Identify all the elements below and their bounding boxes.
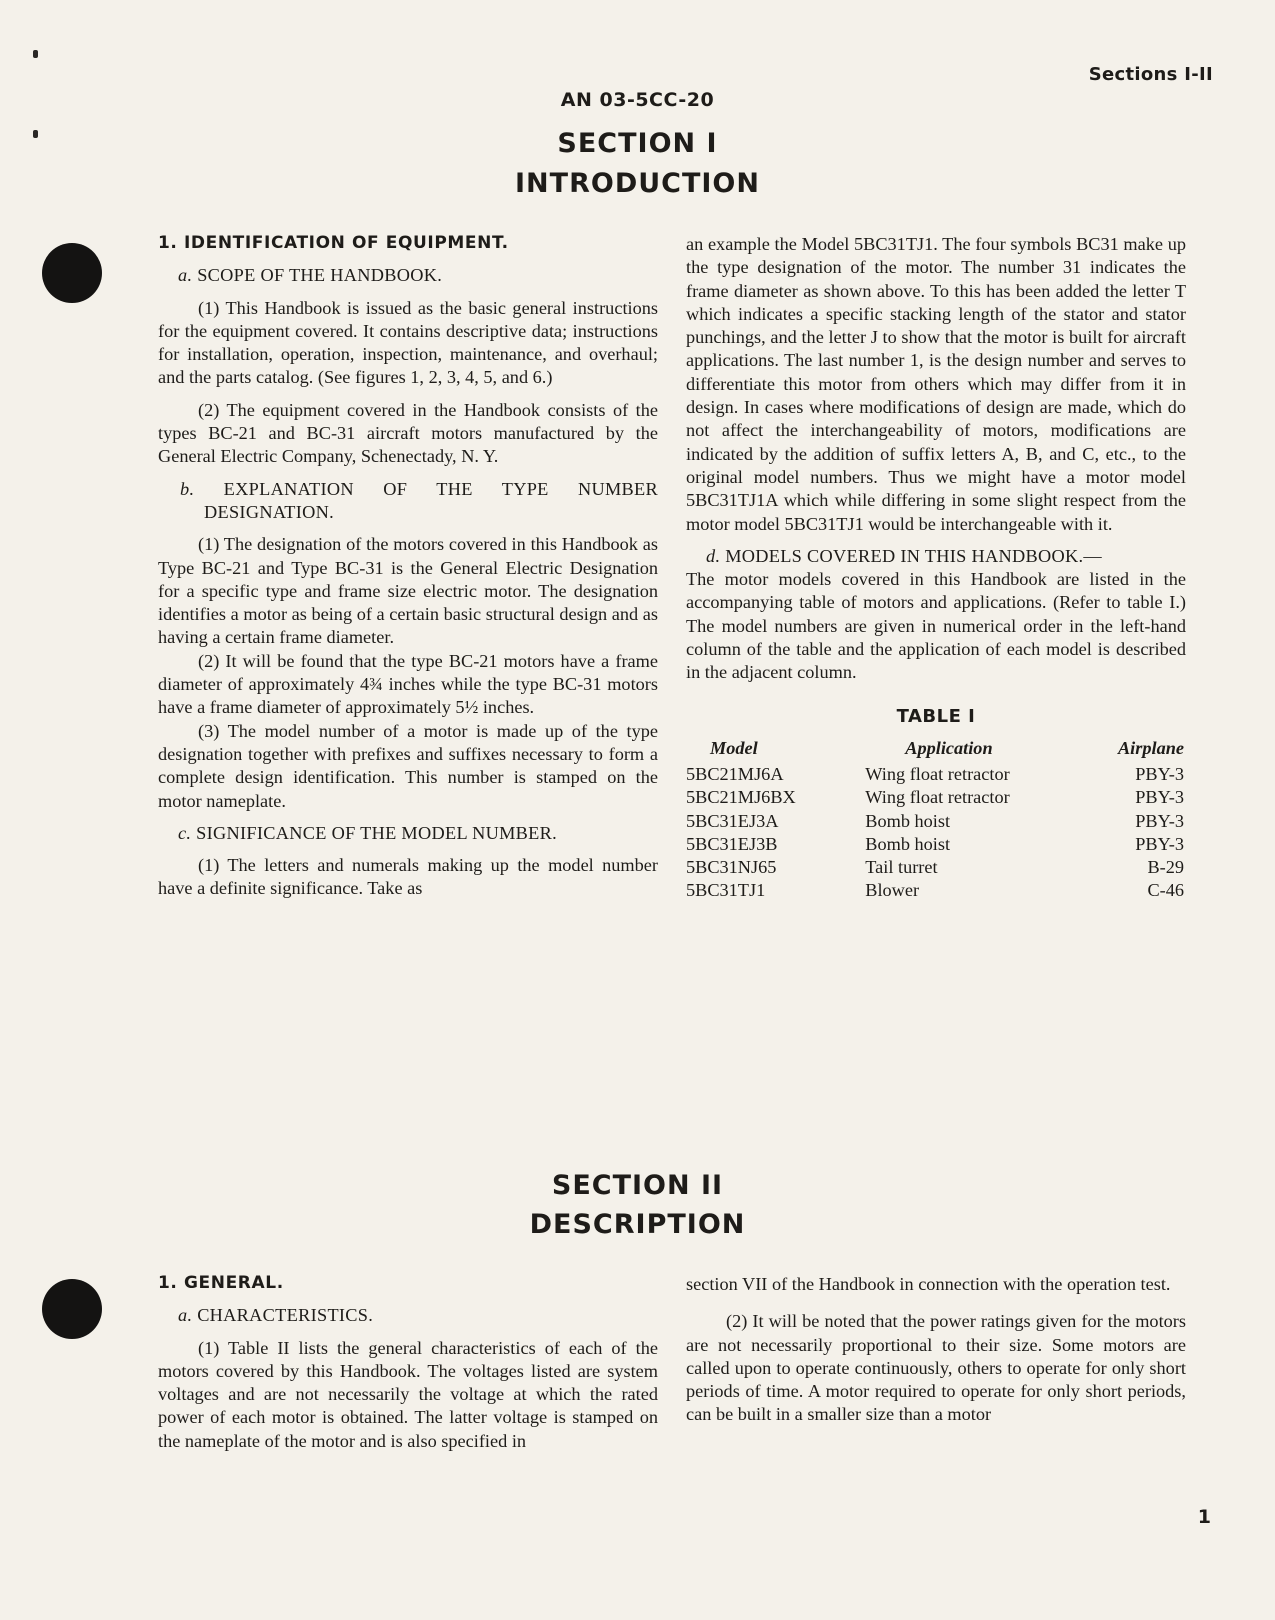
column-header-application: Application bbox=[905, 737, 993, 758]
models-table bbox=[686, 736, 1184, 903]
section2-right-column bbox=[686, 1273, 1186, 1427]
application-cell: Tail turret bbox=[865, 857, 938, 878]
airplane-cell: PBY-3 bbox=[1135, 833, 1184, 854]
model-cell: 5BC31NJ65 bbox=[686, 857, 777, 878]
table-row bbox=[686, 833, 1184, 856]
document-number: AN 03-5CC-20 bbox=[560, 89, 715, 111]
page-speck bbox=[33, 50, 38, 58]
subsection-d-heading: d. MODELS COVERED IN THIS HANDBOOK.— bbox=[706, 545, 1102, 566]
table-row bbox=[686, 856, 1184, 879]
paragraph-2a1: (1) Table II lists the general characteristics of each of the motors covered by this Handbook. The voltages listed are system voltages and are not necessarily the voltage at which the rated power of each motor is obtained. The latter voltage is stamped on the nameplate of the motor and is also specified in bbox=[158, 1337, 658, 1451]
application-cell: Wing float retractor bbox=[865, 787, 1010, 808]
airplane-cell: C-46 bbox=[1147, 880, 1184, 901]
section1-right-column bbox=[686, 233, 1186, 903]
paragraph-a2: (2) The equipment covered in the Handbook consists of the types BC-21 and BC-31 aircraft motors manufactured by the General Electric Company, Schenectady, N. Y. bbox=[158, 399, 658, 467]
paragraph-c1-continued: an example the Model 5BC31TJ1. The four symbols BC31 make up the type designation of the motor. The number 31 indicates the frame diameter as shown above. To this has been added the letter T which indicates a specific stacking length of the stator and stator punchings, and the letter J to show that the motor is built for aircraft applications. The last number 1, is the design number and serves to differentiate this motor from others which may differ from it in design. In cases where modifications of design are made, which do not affect the interchangeability of motors, modifications are indicated by the addition of suffix letters A, B, and C, etc., to the original model numbers. Thus we might have a motor model 5BC31TJ1A which while differing in some slight respect from the motor model 5BC31TJ1 would be interchangeable with it. bbox=[686, 234, 1186, 534]
application-cell: Bomb hoist bbox=[865, 810, 951, 831]
section1-left-column bbox=[158, 232, 658, 901]
table-row bbox=[686, 763, 1184, 786]
paragraph-2a2: (2) It will be noted that the power ratings given for the motors are not necessarily proportional to their size. Some motors are called upon to operate continuously, others to operate for only short periods of time. A motor required to operate for only short periods, can be built in a smaller size than a motor bbox=[686, 1311, 1186, 1425]
table-header-row bbox=[686, 736, 1184, 763]
section2-heading: 1. GENERAL. bbox=[158, 1273, 284, 1293]
paragraph-2a1-continued: section VII of the Handbook in connection with the operation test. bbox=[686, 1274, 1171, 1294]
table1-title: TABLE I bbox=[896, 705, 976, 727]
airplane-cell: PBY-3 bbox=[1135, 763, 1184, 784]
airplane-cell: PBY-3 bbox=[1135, 810, 1184, 831]
airplane-cell: B-29 bbox=[1147, 857, 1184, 878]
binder-hole-bottom bbox=[42, 1279, 102, 1339]
table-row bbox=[686, 879, 1184, 902]
subsection-b-heading: b. EXPLANATION OF THE TYPE NUMBER DESIGNATION. bbox=[180, 478, 658, 522]
paragraph-b3: (3) The model number of a motor is made up of the type designation together with prefixes and suffixes necessary to form a complete design identification. This number is stamped on the motor nameplate. bbox=[158, 720, 658, 811]
airplane-cell: PBY-3 bbox=[1135, 787, 1184, 808]
model-cell: 5BC21MJ6BX bbox=[686, 787, 796, 808]
model-cell: 5BC31EJ3A bbox=[686, 810, 779, 831]
binder-hole-top bbox=[42, 243, 102, 303]
section1-heading: 1. IDENTIFICATION OF EQUIPMENT. bbox=[158, 233, 509, 253]
section2-title: DESCRIPTION bbox=[529, 1209, 746, 1240]
paragraph-d: The motor models covered in this Handbook are listed in the accompanying table of motors and applications. (Refer to table I.) The model numbers are given in numerical order in the left-hand column of the table and the application of each model is described in the adjacent column. bbox=[686, 569, 1186, 683]
page-number: 1 bbox=[1197, 1506, 1211, 1528]
page-section-label: Sections I-II bbox=[1088, 64, 1213, 85]
model-cell: 5BC31EJ3B bbox=[686, 833, 778, 854]
subsection-a-heading: a. SCOPE OF THE HANDBOOK. bbox=[178, 265, 443, 286]
paragraph-c1: (1) The letters and numerals making up the model number have a definite significance. Take as bbox=[158, 855, 658, 899]
section1-title: INTRODUCTION bbox=[515, 168, 760, 199]
paragraph-a1: (1) This Handbook is issued as the basic general instructions for the equipment covered. It contains descriptive data; instructions for installation, operation, inspection, maintenance, and overhaul; and the parts catalog. (See figures 1, 2, 3, 4, 5, and 6.) bbox=[158, 297, 658, 388]
section2-number: SECTION II bbox=[551, 1170, 724, 1201]
table-row bbox=[686, 786, 1184, 809]
subsection-2a-heading: a. CHARACTERISTICS. bbox=[178, 1305, 374, 1326]
section1-number: SECTION I bbox=[557, 128, 718, 159]
table-row bbox=[686, 810, 1184, 833]
application-cell: Wing float retractor bbox=[865, 763, 1010, 784]
paragraph-b2: (2) It will be found that the type BC-21 motors have a frame diameter of approximately 4¾ inches while the type BC-31 motors have a frame diameter of approximately 5½ inches. bbox=[158, 650, 658, 718]
section2-left-column bbox=[158, 1272, 658, 1453]
model-cell: 5BC21MJ6A bbox=[686, 763, 784, 784]
paragraph-b1: (1) The designation of the motors covered in this Handbook as Type BC-21 and Type BC-31 is the General Electric Designation for a specific type and frame size electric motor. The designation identifies a motor as being of a certain basic structural design and as having a certain frame diameter. bbox=[158, 534, 658, 648]
application-cell: Blower bbox=[865, 880, 920, 901]
model-cell: 5BC31TJ1 bbox=[686, 880, 766, 901]
subsection-c-heading: c. SIGNIFICANCE OF THE MODEL NUMBER. bbox=[178, 822, 557, 843]
application-cell: Bomb hoist bbox=[865, 833, 951, 854]
column-header-airplane: Airplane bbox=[1117, 737, 1184, 758]
column-header-model: Model bbox=[710, 737, 758, 758]
